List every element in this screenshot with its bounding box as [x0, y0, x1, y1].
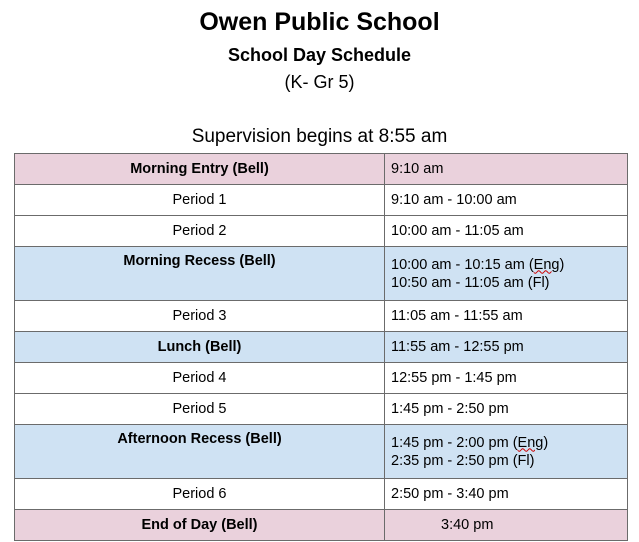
schedule-row-morning-entry [15, 154, 628, 185]
period-name: Period 6 [15, 479, 385, 510]
period-time: 9:10 am [385, 154, 628, 185]
schedule-row-lunch [15, 332, 628, 363]
period-time: 9:10 am - 10:00 am [385, 185, 628, 216]
grade-range-label: (K- Gr 5) [284, 72, 355, 92]
period-name: Afternoon Recess (Bell) [15, 425, 385, 479]
spellcheck-word: Eng [533, 256, 560, 273]
spellcheck-word: Eng [517, 434, 544, 451]
schedule-row-period-1 [15, 185, 628, 216]
schedule-row-period-3 [15, 301, 628, 332]
schedule-row-period-6 [15, 479, 628, 510]
schedule-subtitle: School Day Schedule [227, 45, 412, 65]
school-name-title: Owen Public School [199, 8, 440, 36]
schedule-row-morning-recess [15, 247, 628, 301]
recess-time-eng: 1:45 pm - 2:00 pm (Eng) [391, 434, 549, 451]
period-time: 11:05 am - 11:55 am [385, 301, 628, 332]
period-name: Period 4 [15, 363, 385, 394]
period-name: Morning Entry (Bell) [15, 154, 385, 185]
period-time [385, 247, 628, 301]
period-name: End of Day (Bell) [15, 510, 385, 541]
period-name: Lunch (Bell) [15, 332, 385, 363]
supervision-note: Supervision begins at 8:55 am [191, 126, 448, 147]
schedule-table [14, 153, 628, 541]
period-time: 2:50 pm - 3:40 pm [385, 479, 628, 510]
period-name: Morning Recess (Bell) [15, 247, 385, 301]
period-name: Period 1 [15, 185, 385, 216]
period-time [385, 425, 628, 479]
period-time: 12:55 pm - 1:45 pm [385, 363, 628, 394]
period-time: 3:40 pm [385, 510, 628, 541]
period-name: Period 5 [15, 394, 385, 425]
recess-time-eng: 10:00 am - 10:15 am (Eng) [391, 256, 565, 273]
schedule-row-period-4 [15, 363, 628, 394]
period-name: Period 3 [15, 301, 385, 332]
schedule-row-period-5 [15, 394, 628, 425]
schedule-row-end-of-day [15, 510, 628, 541]
schedule-row-afternoon-recess [15, 425, 628, 479]
recess-time-fl: 10:50 am - 11:05 am (Fl) [391, 274, 550, 291]
period-time: 1:45 pm - 2:50 pm [385, 394, 628, 425]
period-time: 10:00 am - 11:05 am [385, 216, 628, 247]
schedule-row-period-2 [15, 216, 628, 247]
recess-time-fl: 2:35 pm - 2:50 pm (Fl) [391, 452, 535, 469]
period-name: Period 2 [15, 216, 385, 247]
period-time: 11:55 am - 12:55 pm [385, 332, 628, 363]
